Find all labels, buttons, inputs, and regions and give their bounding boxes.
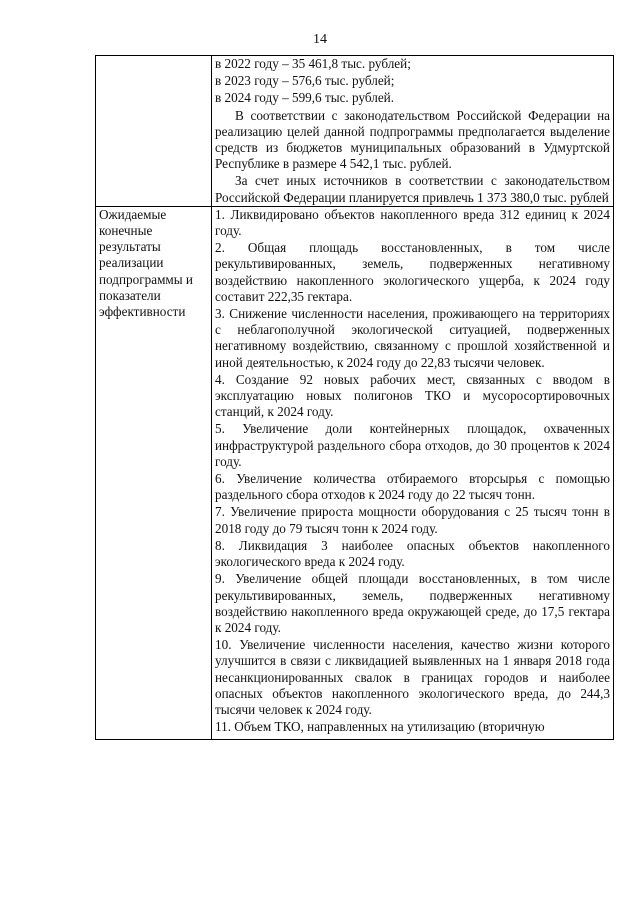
results-row: [96, 206, 614, 739]
result-item: 11. Объем ТКО, направленных на утилизацию (вторичную: [215, 719, 545, 735]
result-item: 9. Увеличение общей площади восстановленных, в том числе рекультивированных, земель, подверженных негативному воздействию накопленного вреда окружающей среде, до 17,5 гектара к 2024 году.: [215, 571, 610, 635]
page-number: 14: [313, 32, 327, 47]
subprogram-passport-table: [95, 55, 614, 740]
funding-line-2022: в 2022 году – 35 461,8 тыс. рублей;: [215, 56, 411, 71]
funding-content-cell: [212, 56, 614, 207]
funding-row: [96, 56, 614, 207]
funding-label-cell: [96, 56, 212, 207]
result-item: 10. Увеличение численности населения, качество жизни которого улучшится в связи с ликвидацией выявленных на 1 января 2018 года несанкционированных свалок в границах городов и наиболее опасных объектов накопленного экологического вреда, до 244,3 тысячи человек к 2024 году.: [215, 637, 610, 717]
result-item: 3. Снижение численности населения, проживающего на территориях с неблагополучной экологической ситуацией, подверженных негативному воздействию, связанному с прошлой хозяйственной и иной деятельностью, к 2024 году до 22,83 тысячи человек.: [215, 306, 610, 370]
funding-other-sources-paragraph: За счет иных источников в соответствии с законодательством Российской Федерации планируется привлечь 1 373 380,0 тыс. рублей: [215, 173, 610, 205]
result-item: 2. Общая площадь восстановленных, в том числе рекультивированных, земель, подверженных негативному воздействию накопленного экологического ущерба, к 2024 году составит 222,35 гектара.: [215, 240, 610, 304]
result-item: 8. Ликвидация 3 наиболее опасных объектов накопленного экологического вреда к 2024 году.: [215, 537, 610, 570]
results-content-cell: [212, 206, 614, 739]
result-item: 7. Увеличение прироста мощности оборудования с 25 тысяч тонн в 2018 году до 79 тысяч тонн к 2024 году.: [215, 504, 610, 536]
result-item: 6. Увеличение количества отбираемого вторсырья с помощью раздельного сбора отходов к 2024 году до 22 тысяч тонн.: [215, 471, 610, 503]
results-label-cell: Ожидаемые конечные результаты реализации подпрограммы и показатели эффективности: [96, 206, 212, 739]
funding-municipal-paragraph: В соответствии с законодательством Российской Федерации на реализацию целей данной подпрограммы предполагается выделение средств из бюджетов муниципальных образований в Удмуртской Республике в размере 4 542,1 тыс. рублей.: [215, 107, 610, 172]
result-item: 4. Создание 92 новых рабочих мест, связанных с вводом в эксплуатацию новых полигонов ТКО и мусоросортировочных станций, к 2024 году.: [215, 371, 610, 420]
result-item: 5. Увеличение доли контейнерных площадок, охваченных инфраструктурой раздельного сбора отходов, до 30 процентов к 2024 году.: [215, 421, 610, 469]
funding-line-2023: в 2023 году – 576,6 тыс. рублей;: [215, 73, 395, 89]
funding-line-2024: в 2024 году – 599,6 тыс. рублей.: [215, 90, 395, 106]
result-item: 1. Ликвидировано объектов накопленного вреда 312 единиц к 2024 году.: [215, 206, 610, 239]
